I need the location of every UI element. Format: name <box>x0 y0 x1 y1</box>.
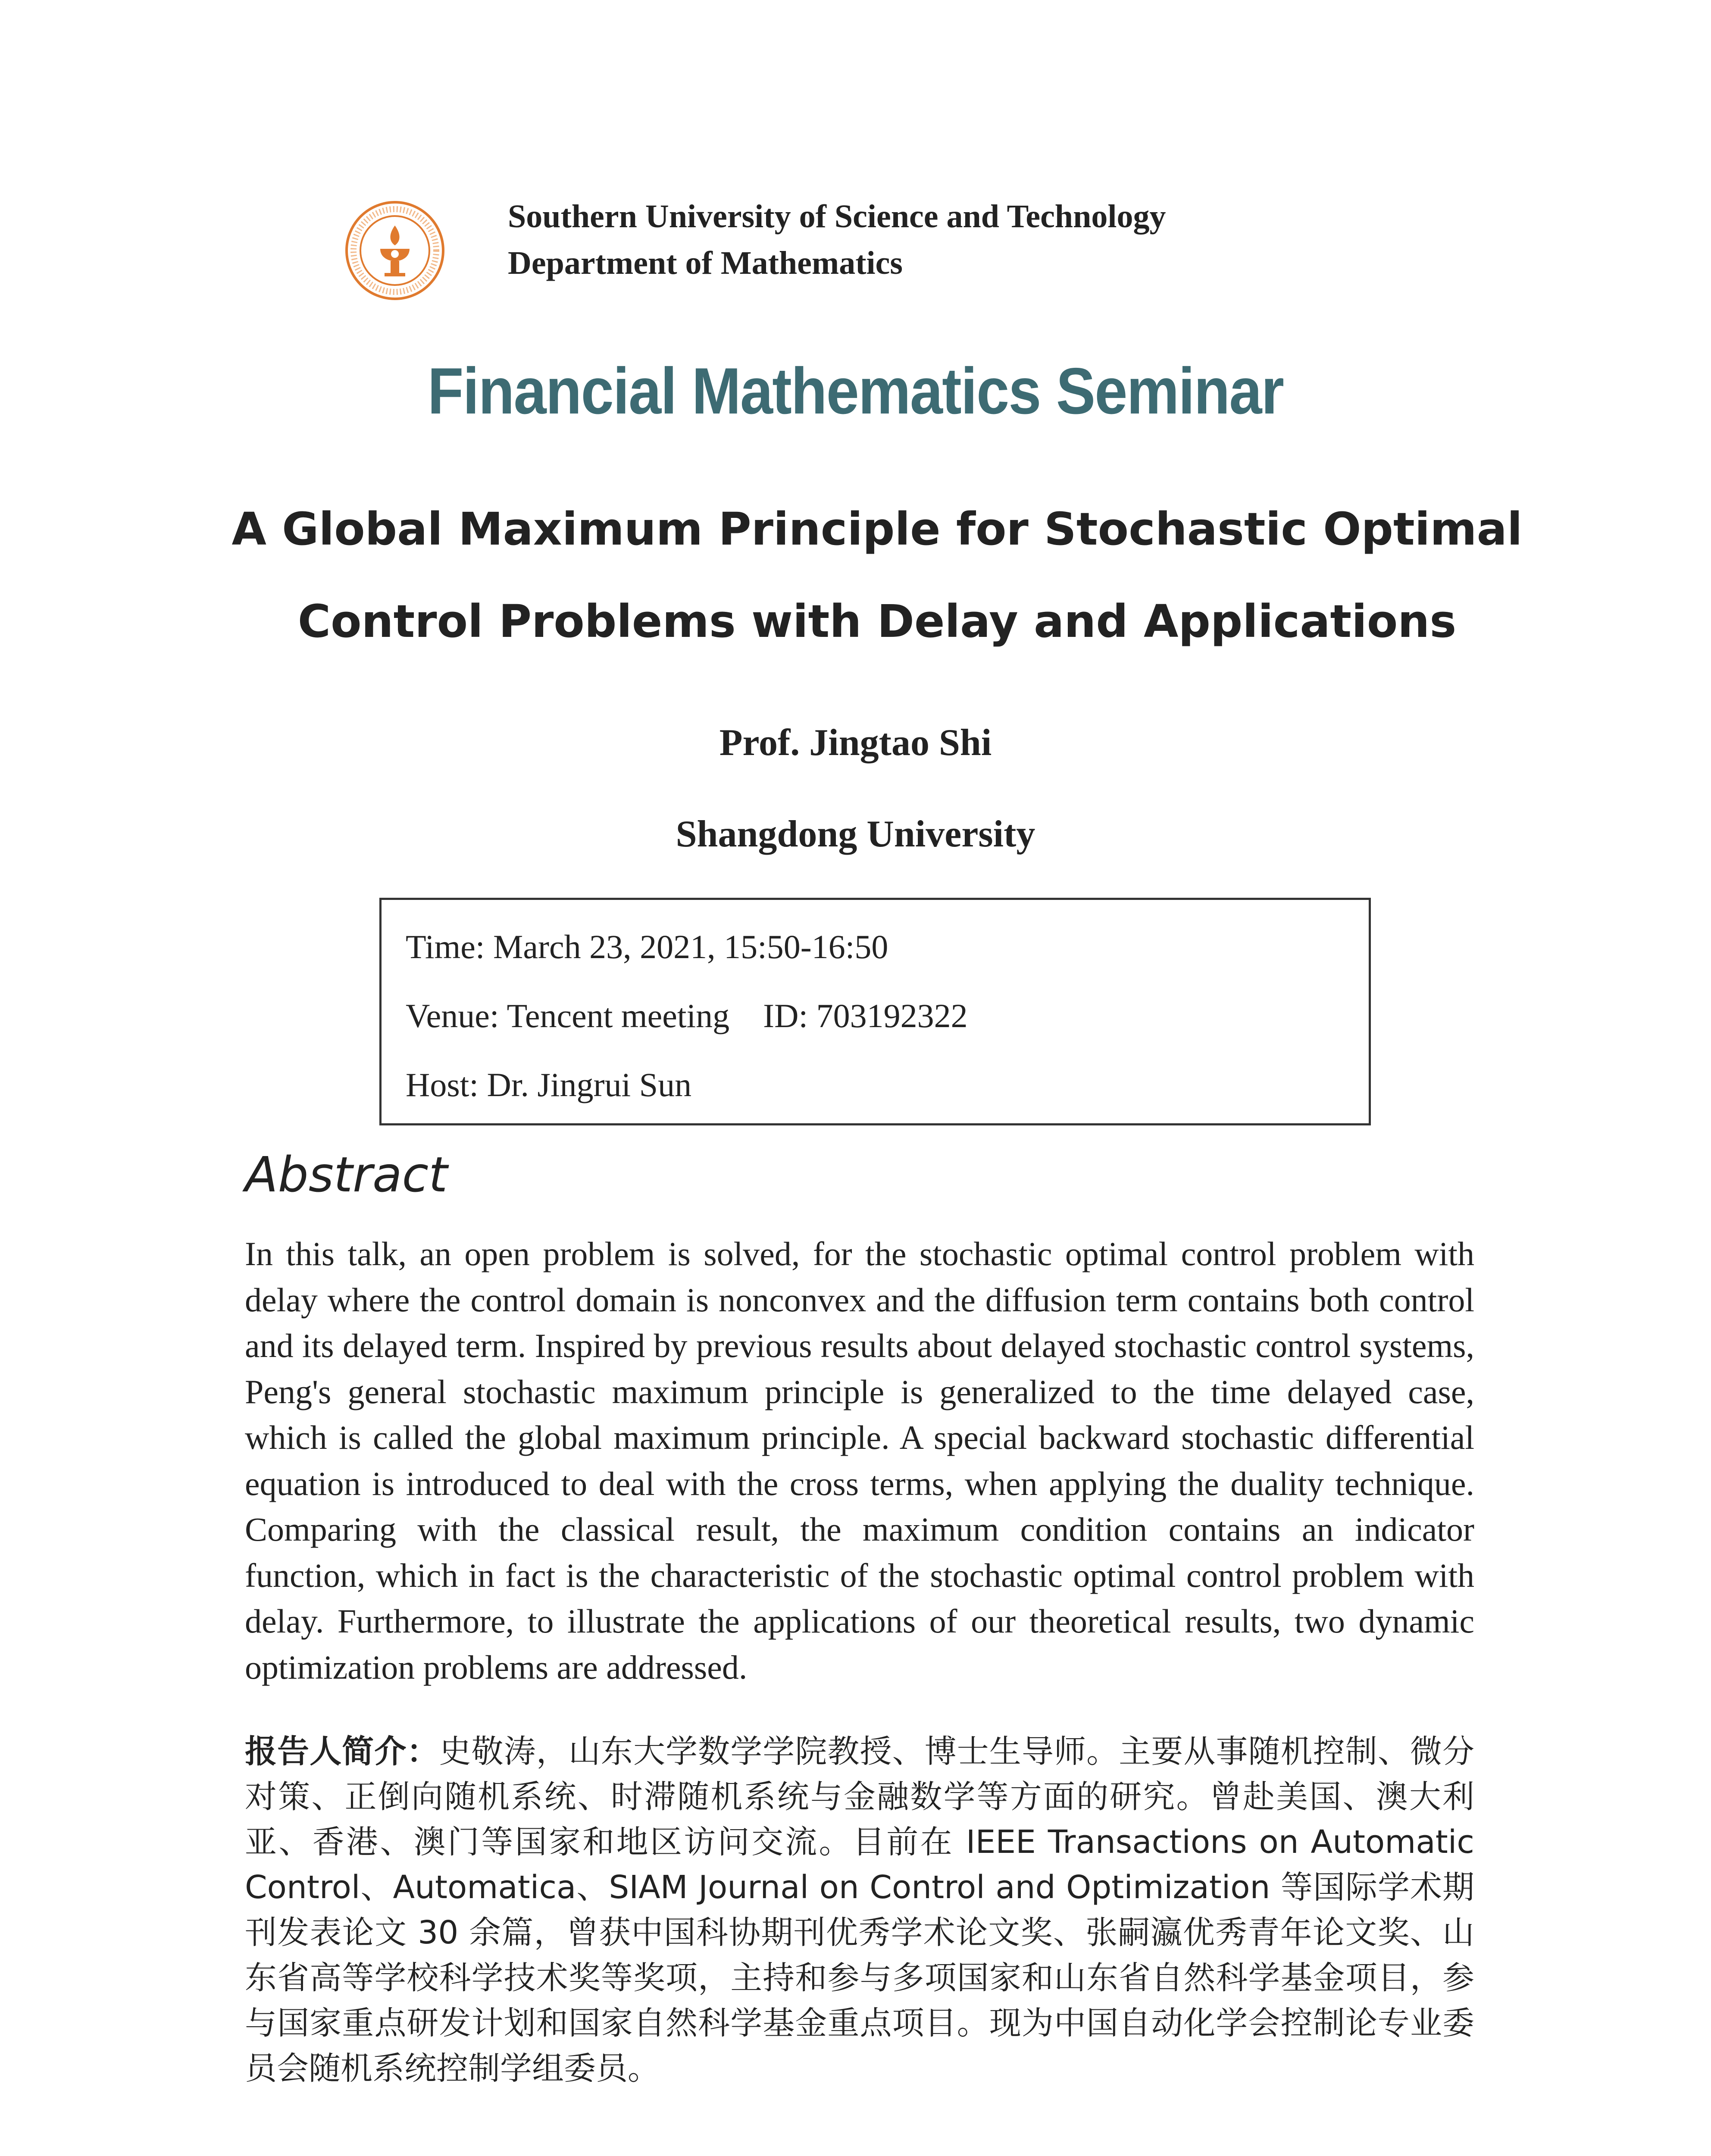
bio-label: 报告人简介： <box>245 1733 439 1770</box>
abstract-text: In this talk, an open problem is solved, for the stochastic optimal control problem with delay where the control domain is nonconvex and the diffusion term contains both control and its delayed term. Inspired by previous results about delayed stochastic control systems, Peng's general stochastic maximum principle is generalized to the time delayed case, which is called the global maximum principle. A special backward stochastic differential equation is introduced to deal with the cross terms, when applying the duality technique. Comparing with the classical result, the maximum condition contains an indicator function, which in fact is the characteristic of the stochastic optimal control problem with delay. Furthermore, to illustrate the applications of our theoretical results, two dynamic optimization problems are addressed. <box>245 1235 1474 1686</box>
event-time: Time: March 23, 2021, 15:50-16:50 <box>406 928 888 965</box>
speaker-bio <box>245 1729 1474 2091</box>
university-seal-icon <box>345 201 445 301</box>
speaker-name: Prof. Jingtao Shi <box>719 722 992 764</box>
talk-title <box>216 483 1539 667</box>
speaker-affiliation: Shangdong University <box>676 813 1035 855</box>
seminar-title: Financial Mathematics Seminar <box>427 354 1284 428</box>
university-name: Southern University of Science and Technology <box>508 198 1166 235</box>
department-name: Department of Mathematics <box>508 245 903 281</box>
talk-title-line-2: Control Problems with Delay and Applications <box>297 595 1457 648</box>
abstract-heading: Abstract <box>245 1147 448 1203</box>
talk-title-line-1: A Global Maximum Principle for Stochastic Optimal <box>231 503 1523 555</box>
event-venue: Venue: Tencent meeting ID: 703192322 <box>406 997 968 1034</box>
bio-text: 史敬涛，山东大学数学学院教授、博士生导师。主要从事随机控制、微分对策、正倒向随机系统、时滞随机系统与金融数学等方面的研究。曾赴美国、澳大利亚、香港、澳门等国家和地区访问交流。目前在 IEEE Transactions on Automatic Control、Automatica、SIAM Journal on Control and Optimization 等国际学术期刊发表论文 30 余篇，曾获中国科协期刊优秀学术论文奖、张嗣瀛优秀青年论文奖、山东省高等学校科学技术奖等奖项，主持和参与多项国家和山东省自然科学基金项目，参与国家重点研发计划和国家自然科学基金重点项目。现为中国自动化学会控制论专业委员会随机系统控制学组委员。 <box>245 1733 1475 2087</box>
header-block <box>508 193 1166 286</box>
event-host: Host: Dr. Jingrui Sun <box>406 1066 692 1103</box>
event-info-box <box>379 898 1371 1125</box>
